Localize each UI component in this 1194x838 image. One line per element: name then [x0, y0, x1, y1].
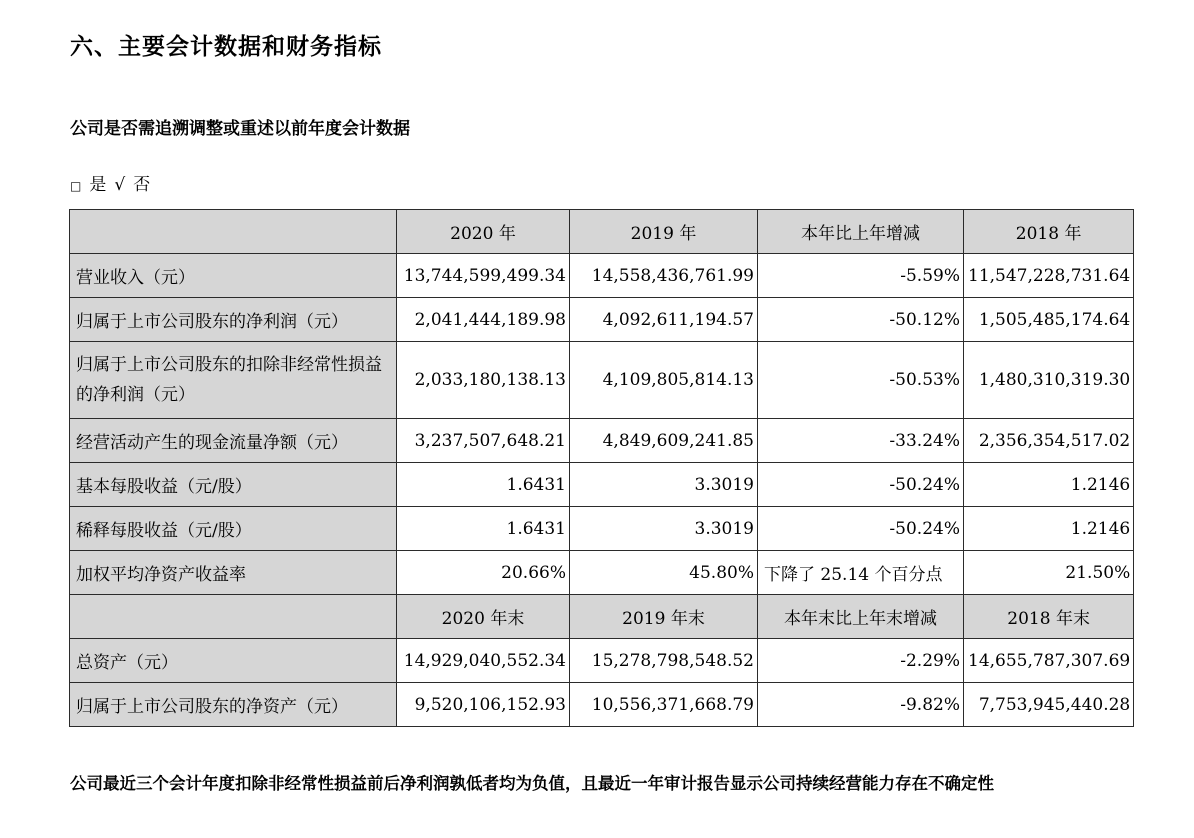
cell-change: -50.12%: [758, 298, 964, 342]
cell-2020: 2,041,444,189.98: [397, 298, 570, 342]
cell-2020: 20.66%: [397, 551, 570, 595]
table-row: [70, 683, 1134, 727]
cell-2020: 1.6431: [397, 463, 570, 507]
header-cell-2018-end: 2018 年末: [964, 595, 1134, 639]
header-cell-2020-end: 2020 年末: [397, 595, 570, 639]
cell-2018: 21.50%: [964, 551, 1134, 595]
cell-2020: 1.6431: [397, 507, 570, 551]
going-concern-note: 公司最近三个会计年度扣除非经常性损益前后净利润孰低者均为负值，且最近一年审计报告显示公司持续经营能力存在不确定性: [70, 774, 994, 793]
cell-2019: 10,556,371,668.79: [570, 683, 758, 727]
cell-2018: 1,505,485,174.64: [964, 298, 1134, 342]
table-header-row: [70, 210, 1134, 254]
no-checkmark: √: [114, 175, 126, 195]
cell-change: -5.59%: [758, 254, 964, 298]
table-row: [70, 342, 1134, 419]
restatement-answer: [70, 170, 158, 195]
cell-2018: 7,753,945,440.28: [964, 683, 1134, 727]
cell-change: -33.24%: [758, 419, 964, 463]
cell-2019: 4,109,805,814.13: [570, 342, 758, 419]
cell-2018: 1.2146: [964, 507, 1134, 551]
row-label: 稀释每股收益（元/股）: [70, 507, 397, 551]
header-cell-label: [70, 595, 397, 639]
cell-2019: 45.80%: [570, 551, 758, 595]
table-row: [70, 298, 1134, 342]
row-label: 总资产（元）: [70, 639, 397, 683]
cell-change: -50.24%: [758, 507, 964, 551]
cell-2019: 3.3019: [570, 507, 758, 551]
header-cell-label: [70, 210, 397, 254]
header-cell-2019-end: 2019 年末: [570, 595, 758, 639]
row-label: 加权平均净资产收益率: [70, 551, 397, 595]
row-label: 归属于上市公司股东的扣除非经常性损益的净利润（元）: [70, 342, 397, 419]
header-cell-2019: 2019 年: [570, 210, 758, 254]
header-cell-2018: 2018 年: [964, 210, 1134, 254]
table-row: [70, 463, 1134, 507]
row-label: 基本每股收益（元/股）: [70, 463, 397, 507]
yes-label: 是: [89, 175, 107, 195]
row-label: 归属于上市公司股东的净利润（元）: [70, 298, 397, 342]
cell-2018: 11,547,228,731.64: [964, 254, 1134, 298]
header-cell-change-end: 本年末比上年末增减: [758, 595, 964, 639]
cell-2018: 1.2146: [964, 463, 1134, 507]
cell-2019: 3.3019: [570, 463, 758, 507]
table-row: [70, 254, 1134, 298]
cell-2019: 14,558,436,761.99: [570, 254, 758, 298]
cell-change: -50.24%: [758, 463, 964, 507]
table-row: [70, 551, 1134, 595]
row-label: 经营活动产生的现金流量净额（元）: [70, 419, 397, 463]
yes-checkbox: □: [70, 179, 82, 193]
cell-change: -9.82%: [758, 683, 964, 727]
no-label: 否: [133, 175, 151, 195]
cell-change: -2.29%: [758, 639, 964, 683]
cell-change: -50.53%: [758, 342, 964, 419]
section-title: 六、主要会计数据和财务指标: [70, 34, 382, 60]
row-label: 归属于上市公司股东的净资产（元）: [70, 683, 397, 727]
table-row: [70, 419, 1134, 463]
cell-2018: 2,356,354,517.02: [964, 419, 1134, 463]
cell-2019: 4,092,611,194.57: [570, 298, 758, 342]
table-header-row-year-end: [70, 595, 1134, 639]
restatement-question: 公司是否需追溯调整或重述以前年度会计数据: [70, 119, 410, 139]
cell-2019: 4,849,609,241.85: [570, 419, 758, 463]
header-cell-change: 本年比上年增减: [758, 210, 964, 254]
cell-2020: 2,033,180,138.13: [397, 342, 570, 419]
cell-2018: 1,480,310,319.30: [964, 342, 1134, 419]
table-row: [70, 639, 1134, 683]
cell-2020: 9,520,106,152.93: [397, 683, 570, 727]
cell-2018: 14,655,787,307.69: [964, 639, 1134, 683]
cell-2020: 13,744,599,499.34: [397, 254, 570, 298]
cell-2020: 3,237,507,648.21: [397, 419, 570, 463]
row-label: 营业收入（元）: [70, 254, 397, 298]
header-cell-2020: 2020 年: [397, 210, 570, 254]
table-row: [70, 507, 1134, 551]
cell-change: 下降了 25.14 个百分点: [758, 551, 964, 595]
cell-2019: 15,278,798,548.52: [570, 639, 758, 683]
financial-data-table: [69, 209, 1134, 727]
cell-2020: 14,929,040,552.34: [397, 639, 570, 683]
